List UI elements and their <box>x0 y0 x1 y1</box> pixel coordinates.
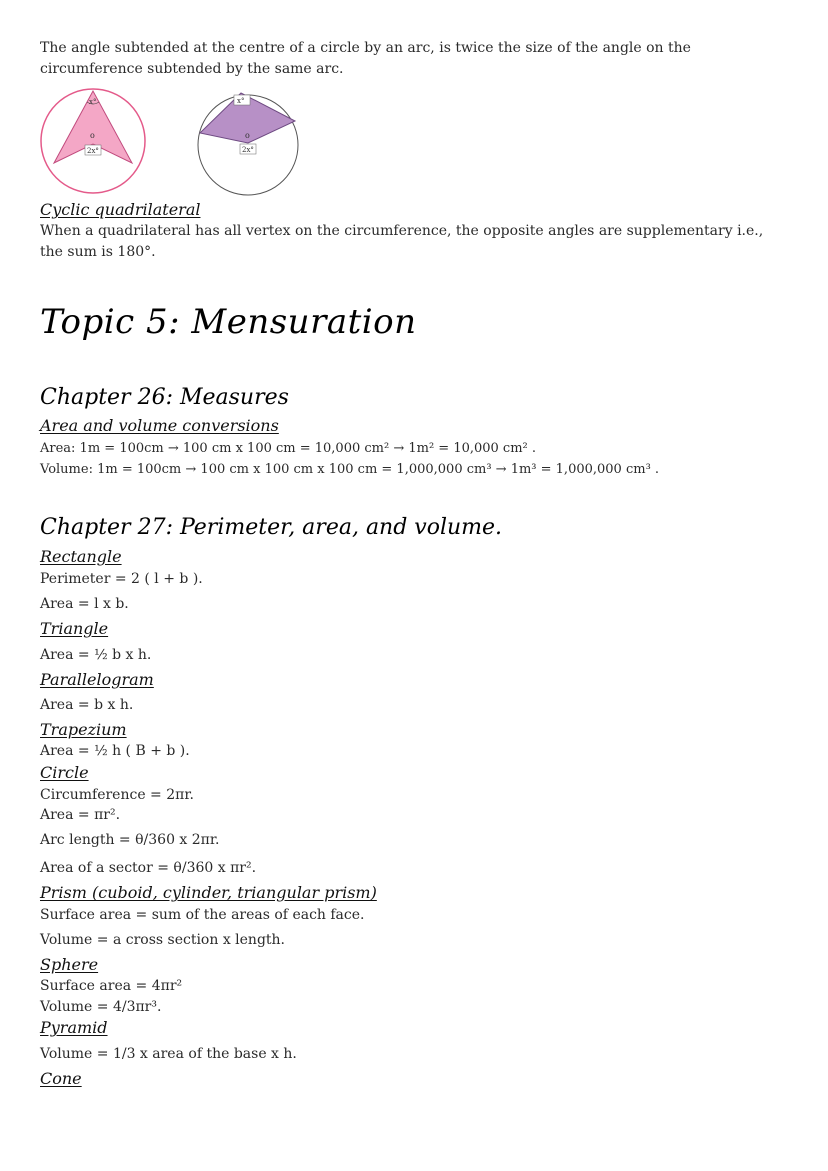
circle-circumference: Circumference = 2πr. <box>40 787 194 803</box>
cyclic-heading: Cyclic quadrilateral <box>40 200 201 219</box>
rectangle-area: Area = l x b. <box>40 596 129 612</box>
pyramid-volume: Volume = 1/3 x area of the base x h. <box>40 1046 297 1062</box>
figure-2-center-label: o <box>245 131 250 140</box>
parallelogram-heading: Parallelogram <box>40 670 154 689</box>
prism-surface-area: Surface area = sum of the areas of each face. <box>40 907 365 923</box>
rectangle-heading: Rectangle <box>40 547 122 566</box>
sphere-volume: Volume = 4/3πr³. <box>40 999 162 1015</box>
trapezium-area: Area = ½ h ( B + b ). <box>40 743 190 759</box>
cone-heading: Cone <box>40 1069 82 1088</box>
chapter-26-title: Chapter 26: Measures <box>40 385 289 410</box>
figure-2 <box>198 93 298 195</box>
prism-volume: Volume = a cross section x length. <box>40 932 286 948</box>
arc-length: Arc length = θ/360 x 2πr. <box>40 832 220 848</box>
sector-area: Area of a sector = θ/360 x πr². <box>40 860 257 876</box>
sphere-heading: Sphere <box>40 955 99 974</box>
figure-1-bottom-label: 2x° <box>87 147 99 155</box>
rectangle-perimeter: Perimeter = 2 ( l + b ). <box>40 571 203 587</box>
figure-2-top-label: x° <box>237 97 245 105</box>
triangle-area: Area = ½ b x h. <box>40 647 152 663</box>
trapezium-heading: Trapezium <box>40 720 127 739</box>
circle-theorem-figures <box>40 86 310 196</box>
area-conversion-line: Area: 1m = 100cm → 100 cm x 100 cm = 10,000 cm² → 1m² = 10,000 cm² . <box>40 441 537 456</box>
chapter-27-title: Chapter 27: Perimeter, area, and volume. <box>40 515 503 540</box>
conversions-heading: Area and volume conversions <box>40 416 279 435</box>
pyramid-heading: Pyramid <box>40 1018 108 1037</box>
figure-1-top-label: x° <box>89 98 97 106</box>
sphere-surface-area: Surface area = 4πr² <box>40 978 183 994</box>
theorem-text: The angle subtended at the centre of a circle by an arc, is twice the size of the angle on the circumference subtended by the same arc. <box>40 40 691 77</box>
triangle-heading: Triangle <box>40 619 109 638</box>
volume-conversion-line: Volume: 1m = 100cm → 100 cm x 100 cm x 100 cm = 1,000,000 cm³ → 1m³ = 1,000,000 cm³ . <box>40 462 660 477</box>
cyclic-text: When a quadrilateral has all vertex on the circumference, the opposite angles are supplementary i.e., the sum is 180°. <box>40 223 764 260</box>
circle-heading: Circle <box>40 763 89 782</box>
figure-2-bottom-label: 2x° <box>242 146 254 154</box>
topic-title: Topic 5: Mensuration <box>40 302 417 342</box>
parallelogram-area: Area = b x h. <box>40 697 134 713</box>
prism-heading: Prism (cuboid, cylinder, triangular prism) <box>40 883 377 902</box>
figure-1-center-label: o <box>90 131 95 140</box>
figure-1 <box>41 89 145 193</box>
circle-area: Area = πr². <box>40 807 121 823</box>
